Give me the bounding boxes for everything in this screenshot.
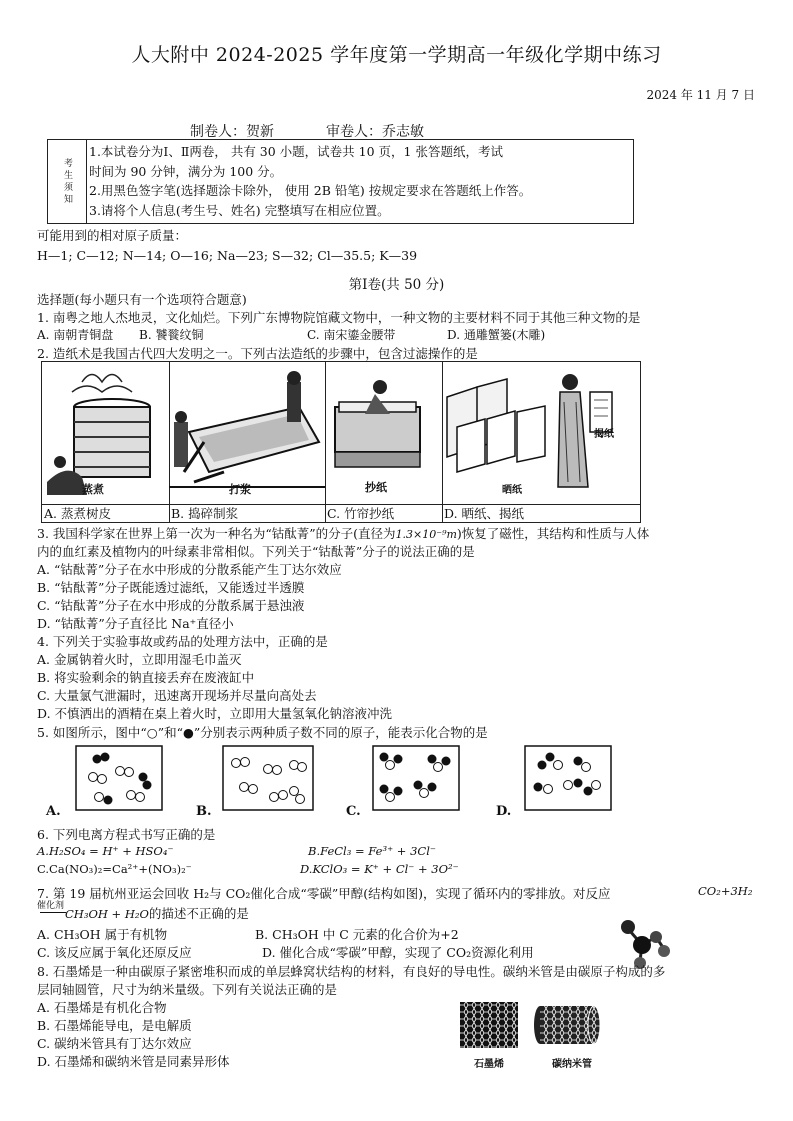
q5-stem: 5. 如图所示，图中“○”和“●”分别表示两种质子数不同的原子，能表示化合物的是 <box>37 725 488 740</box>
q1-option-a[interactable]: A. 南朝青铜盘 <box>37 328 114 342</box>
q4-stem: 4. 下列关于实验事故或药品的处理方法中，正确的是 <box>37 634 328 649</box>
q7-catalyst: 催化剂 <box>37 901 65 911</box>
graphene-nanotube-image <box>458 998 608 1050</box>
atomic-mass-heading: 可能用到的相对原子质量： <box>37 228 188 243</box>
q5-label-c: C. <box>346 804 361 819</box>
author-line <box>190 121 476 141</box>
reviewer: 审卷人：乔志敏 <box>326 124 424 140</box>
notice-item: 1.本试卷分为Ⅰ、Ⅱ两卷， 共有 30 小题，试卷共 10 页，1 张答题纸，考试 <box>89 144 503 159</box>
q8-stem: 8. 石墨烯是一种由碳原子紧密堆积而成的单层蜂窝状结构的材料，有良好的导电性。碳纳米管是由碳原子构成的多 <box>37 964 666 979</box>
q8-stem-line2: 层同轴圆管，尺寸为纳米量级。下列有关说法正确的是 <box>37 982 338 997</box>
q8-option-a[interactable]: A. 石墨烯是有机化合物 <box>37 1000 167 1015</box>
q5-box-c[interactable] <box>372 745 460 811</box>
q2-stem: 2. 造纸术是我国古代四大发明之一。下列古法造纸的步骤中，包含过滤操作的是 <box>37 346 478 361</box>
q6-option-b[interactable]: B.FeCl₃ = Fe³⁺ + 3Cl⁻ <box>308 844 436 858</box>
q5-box-b[interactable] <box>222 745 314 811</box>
q6-option-d[interactable]: D.KClO₃ = K⁺ + Cl⁻ + 3O²⁻ <box>300 862 459 876</box>
section-instruction: 选择题(每小题只有一个选项符合题意) <box>37 292 247 307</box>
image-label: 揭纸 <box>594 429 614 440</box>
q7-stem: 7. 第 19 届杭州亚运会回收 H₂与 CO₂催化合成“零碳”甲醇(结构如图)，实现了循环内的零排放。对反应 <box>37 886 611 901</box>
q7-option-a[interactable]: A. CH₃OH 属于有机物 <box>37 927 168 942</box>
q3-stem: 3. 我国科学家在世界上第一次为一种名为“钴酞菁”的分子(直径为1.3×10⁻⁹m)恢复了磁性，其结构和性质与人体 <box>37 526 650 541</box>
q2-option-c[interactable]: C. 竹帘抄纸 <box>327 506 395 521</box>
q2-option-a[interactable]: A. 蒸煮树皮 <box>44 506 111 521</box>
q7-option-c[interactable]: C. 该反应属于氧化还原反应 <box>37 945 192 960</box>
q8-option-c[interactable]: C. 碳纳米管具有丁达尔效应 <box>37 1036 192 1051</box>
q7-arrow <box>40 912 66 913</box>
notice-item: 3.请将个人信息(考生号、姓名) 完整填写在相应位置。 <box>89 202 390 218</box>
q3-option-b[interactable]: B. “钴酞菁”分子既能透过滤纸，又能透过半透膜 <box>37 580 305 595</box>
q1-stem: 1. 南粤之地人杰地灵，文化灿烂。下列广东博物院馆藏文物中，一种文物的主要材料不同于其他三种文物的是 <box>37 310 641 325</box>
graphene-label: 石墨烯 <box>474 1059 504 1070</box>
image-label: 抄纸 <box>365 481 387 494</box>
q3-option-c[interactable]: C. “钴酞菁”分子在水中形成的分散系属于悬浊液 <box>37 598 305 613</box>
q6-option-c[interactable]: C.Ca(NO₃)₂=Ca²⁺+(NO₃)₂⁻ <box>37 862 192 876</box>
q4-option-b[interactable]: B. 将实验剩余的钠直接丢弃在废液缸中 <box>37 670 255 685</box>
notice-label: 考生须知 <box>48 140 87 223</box>
q4-option-c[interactable]: C. 大量氯气泄漏时，迅速离开现场并尽量向高处去 <box>37 688 317 703</box>
q5-label-b: B. <box>196 804 212 819</box>
q7-option-d[interactable]: D. 催化合成“零碳”甲醇，实现了 CO₂资源化利用 <box>262 945 534 960</box>
q7-equation-reactants: CO₂+3H₂ <box>698 884 753 898</box>
papermaking-step-c <box>325 362 443 522</box>
nanotube-label: 碳纳米管 <box>552 1059 592 1070</box>
atomic-mass-values: H—1; C—12; N—14; O—16; Na—23; S—32; Cl—35.5; K—39 <box>37 248 418 263</box>
q2-option-d[interactable]: D. 晒纸、揭纸 <box>444 506 525 521</box>
q5-box-d[interactable] <box>524 745 612 811</box>
q3-option-a[interactable]: A. “钴酞菁”分子在水中形成的分散系能产生丁达尔效应 <box>37 562 342 577</box>
q3-option-d[interactable]: D. “钴酞菁”分子直径比 Na⁺直径小 <box>37 616 234 631</box>
q1-option-c[interactable]: C. 南宋鎏金腰带 <box>307 328 396 342</box>
notice-item: 时间为 90 分钟，满分为 100 分。 <box>89 163 283 179</box>
papermaking-step-a <box>42 362 170 522</box>
page-title: 人大附中 2024-2025 学年度第一学期高一年级化学期中练习 <box>131 44 662 66</box>
steaming-illustration <box>42 362 169 505</box>
image-label: 蒸煮 <box>82 483 104 496</box>
q5-label-d: D. <box>496 804 512 819</box>
papermaking-image-strip <box>41 361 641 523</box>
image-label: 晒纸 <box>502 485 522 496</box>
q5-box-a[interactable] <box>75 745 163 811</box>
q4-option-d[interactable]: D. 不慎洒出的酒精在桌上着火时，立即用大量氢氧化钠溶液冲洗 <box>37 706 393 721</box>
papermaking-step-d <box>442 362 640 522</box>
notice-items <box>89 142 531 220</box>
q5-label-a: A. <box>46 804 61 819</box>
exam-notice-box <box>47 139 634 224</box>
notice-item: 2.用黑色签字笔(选择题涂卡除外， 使用 2B 铅笔) 按规定要求在答题纸上作答。 <box>89 183 532 198</box>
q8-option-b[interactable]: B. 石墨烯能导电，是电解质 <box>37 1018 192 1033</box>
author: 制卷人：贺新 <box>190 124 274 140</box>
q4-option-a[interactable]: A. 金属钠着火时，立即用湿毛巾盖灭 <box>37 652 242 667</box>
q3-stem-line2: 内的血红素及植物内的叶绿素非常相似。下列关于“钴酞菁”分子的说法正确的是 <box>37 544 475 559</box>
q7-option-b[interactable]: B. CH₃OH 中 C 元素的化合价为+2 <box>255 927 459 942</box>
exam-date: 2024 年 11 月 7 日 <box>646 88 755 102</box>
q1-option-d[interactable]: D. 通雕蟹篓(木雕) <box>447 328 546 342</box>
q2-option-b[interactable]: B. 捣碎制浆 <box>171 506 239 521</box>
q8-option-d[interactable]: D. 石墨烯和碳纳米管是同素异形体 <box>37 1054 230 1069</box>
q7-stem-line2: CH₃OH + H₂O的描述不正确的是 <box>65 906 249 921</box>
q1-option-b[interactable]: B. 饕餮纹铜 <box>139 328 204 342</box>
section-title: 第Ⅰ卷(共 50 分) <box>348 277 445 293</box>
q6-stem: 6. 下列电离方程式书写正确的是 <box>37 827 216 842</box>
q6-option-a[interactable]: A.H₂SO₄ = H⁺ + HSO₄⁻ <box>37 844 174 858</box>
papermaking-step-b <box>169 362 326 522</box>
image-label: 打浆 <box>229 483 251 496</box>
